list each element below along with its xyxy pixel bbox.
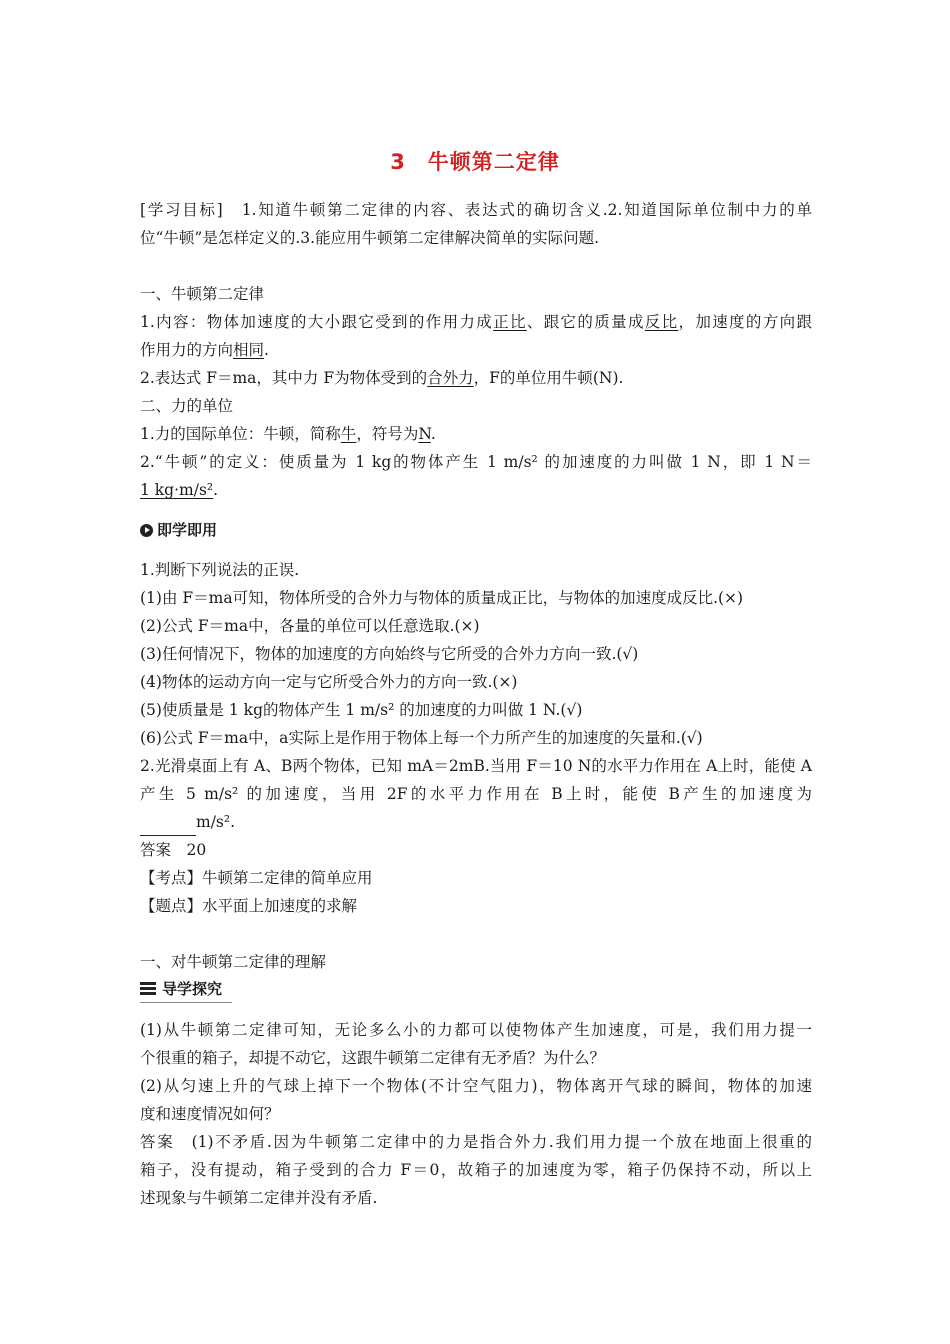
answer-blank-symbol: N bbox=[418, 425, 431, 443]
tidian-line: 【题点】水平面上加速度的求解 bbox=[140, 897, 358, 915]
answer-blank-same: 相同 bbox=[233, 341, 265, 359]
page-title: 3 牛顿第二定律 bbox=[390, 150, 560, 174]
answer-blank-proportional: 正比 bbox=[493, 313, 527, 331]
section-heading-understanding: 一、对牛顿第二定律的理解 bbox=[140, 953, 327, 971]
kaodian-line: 【考点】牛顿第二定律的简单应用 bbox=[140, 869, 373, 887]
answer-blank-unit: 1 kg·m/s² bbox=[140, 481, 214, 499]
list-bars-icon bbox=[140, 982, 156, 995]
force-unit-item-1: 1.力的国际单位：牛顿，简称牛，符号为N. bbox=[140, 425, 436, 443]
force-unit-item-2-line-2: 1 kg·m/s². bbox=[140, 481, 219, 499]
guided-exploration-heading: 导学探究 bbox=[140, 978, 232, 1003]
answer-blank-inverse: 反比 bbox=[644, 313, 679, 331]
law-content-line-2: 作用力的方向相同. bbox=[140, 341, 269, 359]
explore-question-1-line-1: (1)从牛顿第二定律可知，无论多么小的力都可以使物体产生加速度，可是，我们用力提一 bbox=[140, 1021, 812, 1039]
answer-blank-net-force: 合外力 bbox=[427, 369, 474, 387]
law-content-line-1: 1.内容：物体加速度的大小跟它受到的作用力成正比、跟它的质量成反比，加速度的方向跟 bbox=[140, 313, 812, 331]
play-circle-icon bbox=[140, 524, 153, 537]
answer-line: 答案 20 bbox=[140, 841, 207, 859]
explore-question-1-line-2: 个很重的箱子，却提不动它，这跟牛顿第二定律有无矛盾？为什么？ bbox=[140, 1049, 606, 1067]
statement-1: (1)由 F＝ma可知，物体所受的合外力与物体的质量成正比，与物体的加速度成反比.(×) bbox=[140, 589, 744, 607]
explore-answer-line-2: 箱子，没有提动，箱子受到的合力 F＝0，故箱子的加速度为零，箱子仍保持不动，所以上 bbox=[140, 1161, 812, 1179]
section-heading-force-unit: 二、力的单位 bbox=[140, 397, 234, 415]
force-unit-item-2-line-1: 2.“牛顿”的定义：使质量为 1 kg的物体产生 1 m/s² 的加速度的力叫做 1 N，即 1 N＝ bbox=[140, 453, 812, 471]
explore-question-2-line-1: (2)从匀速上升的气球上掉下一个物体(不计空气阻力)，物体离开气球的瞬间，物体的加速 bbox=[140, 1077, 812, 1095]
explore-answer-line-3: 述现象与牛顿第二定律并没有矛盾. bbox=[140, 1189, 378, 1207]
statement-4: (4)物体的运动方向一定与它所受合外力的方向一致.(×) bbox=[140, 673, 518, 691]
statement-3: (3)任何情况下，物体的加速度的方向始终与它所受的合外力方向一致.(√) bbox=[140, 645, 639, 663]
objectives-label: [学习目标] bbox=[140, 201, 223, 219]
statement-5: (5)使质量是 1 kg的物体产生 1 m/s² 的加速度的力叫做 1 N.(√) bbox=[140, 701, 583, 719]
objectives-line-2: 位“牛顿”是怎样定义的.3.能应用牛顿第二定律解决简单的实际问题. bbox=[140, 229, 599, 247]
explore-question-2-line-2: 度和速度情况如何？ bbox=[140, 1105, 280, 1123]
statement-6: (6)公式 F＝ma中，a实际上是作用于物体上每一个力所产生的加速度的矢量和.(√) bbox=[140, 729, 703, 747]
question-2-line-3: m/s². bbox=[140, 808, 812, 836]
question-2-line-2: 产生 5 m/s² 的加速度，当用 2F的水平力作用在 B上时，能使 B产生的加速度为 bbox=[140, 785, 812, 803]
question-1: 1.判断下列说法的正误. bbox=[140, 561, 300, 579]
question-2-line-1: 2.光滑桌面上有 A、B两个物体，已知 mA＝2mB.当用 F＝10 N的水平力作用在 A上时，能使 A bbox=[140, 757, 812, 775]
section-heading-newton-law: 一、牛顿第二定律 bbox=[140, 285, 265, 303]
objectives-line-1: [学习目标] 1.知道牛顿第二定律的内容、表达式的确切含义.2.知道国际单位制中力的单 bbox=[140, 201, 812, 219]
document-body bbox=[140, 196, 812, 1212]
statement-2: (2)公式 F＝ma中，各量的单位可以任意选取.(×) bbox=[140, 617, 480, 635]
fill-in-blank bbox=[140, 817, 196, 836]
practice-heading: 即学即用 bbox=[140, 516, 812, 544]
answer-blank-niu: 牛 bbox=[340, 425, 357, 443]
explore-answer-line-1: 答案 (1)不矛盾.因为牛顿第二定律中的力是指合外力.我们用力提一个放在地面上很重的 bbox=[140, 1133, 812, 1151]
law-expression: 2.表达式 F＝ma，其中力 F为物体受到的合外力，F的单位用牛顿(N). bbox=[140, 369, 624, 387]
